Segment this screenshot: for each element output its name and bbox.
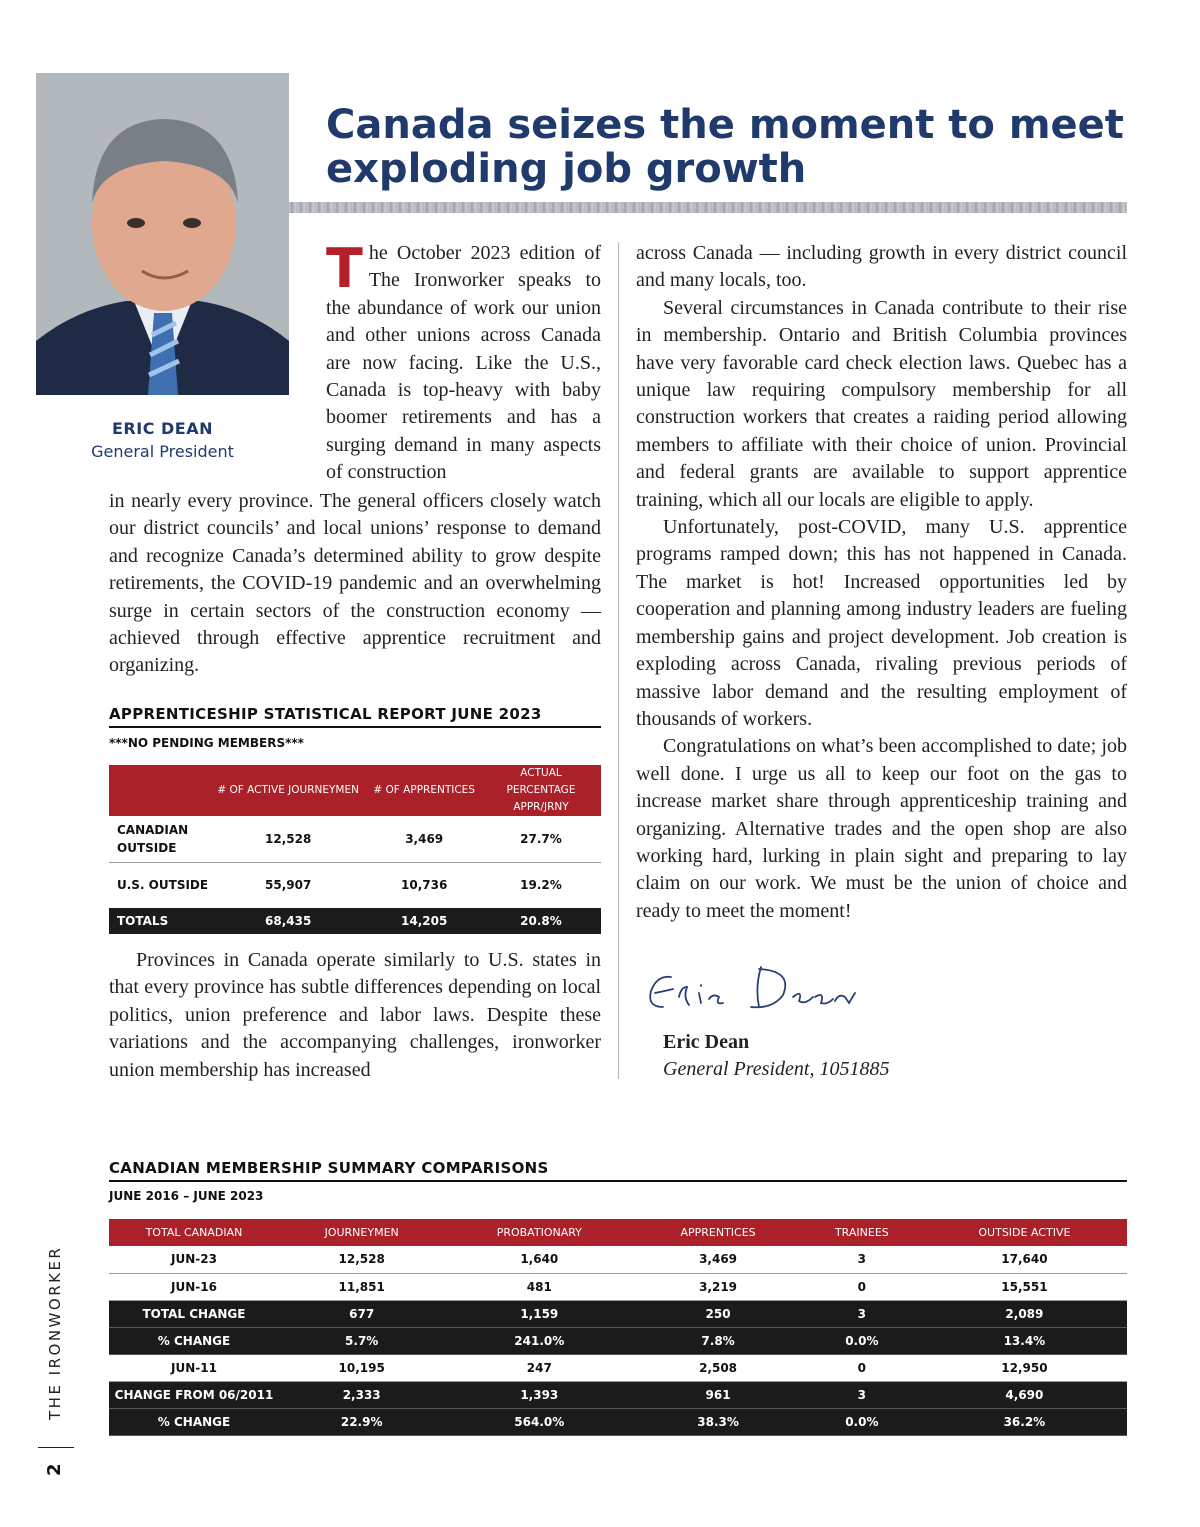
table-cell: 55,907 xyxy=(265,878,312,893)
body-paragraph: Unfortunately, post-COVID, many U.S. apprentice programs ramped down; this has not happened in Canada. The market is hot! Increased opportunities led by cooperation and planning among industry leaders are fueling membership gains and project development. Job creation is exploding across Canada, rivaling previous periods of massive labor demand and the resulting employment of thousands of workers. xyxy=(636,516,1127,730)
apprenticeship-report-title: APPRENTICESHIP STATISTICAL REPORT JUNE 2023 xyxy=(109,705,601,728)
signature-title: General President, 1051885 xyxy=(663,1058,890,1080)
table-header: # OF APPRENTICES xyxy=(367,765,481,816)
table-cell: 677 xyxy=(279,1300,444,1327)
table-cell: 17,640 xyxy=(922,1246,1127,1273)
portrait-illustration xyxy=(36,73,289,395)
table-row xyxy=(109,1246,1127,1273)
table-cell: 481 xyxy=(444,1273,634,1300)
table-cell: 22.9% xyxy=(279,1408,444,1435)
table-cell: 0.0% xyxy=(802,1408,922,1435)
table-cell: 12,528 xyxy=(279,1246,444,1273)
table-cell: 1,159 xyxy=(444,1300,634,1327)
row-label: JUN-11 xyxy=(109,1354,279,1381)
table-cell: 3 xyxy=(802,1246,922,1273)
table-cell: 250 xyxy=(634,1300,802,1327)
table-row xyxy=(109,862,601,908)
table-cell: 0 xyxy=(802,1354,922,1381)
row-label: % CHANGE xyxy=(109,1408,279,1435)
table-cell: 1,393 xyxy=(444,1381,634,1408)
intro-wrapped-text: he October 2023 edition of The Ironworker speaks to the abundance of work our union and other unions across Canada are now facing. Like the U.S., Canada is top-heavy with baby boomer retirements and has a surging demand in many aspects of construction xyxy=(326,242,601,484)
column-divider xyxy=(618,242,619,1079)
table-cell: 0.0% xyxy=(802,1327,922,1354)
body-paragraph: Several circumstances in Canada contribute to their rise in membership. Ontario and British Columbia provinces have very favorable card check election laws. Quebec has a unique law requiring compulsory membership for all construction workers that creates a raiding period allowing members to affiliate with their choice of union. Provincial and federal grants are available to support apprentice training, which all our locals are eligible to apply. xyxy=(636,296,1127,511)
table-cell: 4,690 xyxy=(922,1381,1127,1408)
table-cell: 11,851 xyxy=(279,1273,444,1300)
table-cell: 38.3% xyxy=(634,1408,802,1435)
page-number: 2 xyxy=(44,1463,65,1476)
body-paragraph: Provinces in Canada operate similarly to U.S. states in that every province has subtle differences depending on local politics, union preference and labor laws. Despite these variations and the accompanying challenges, ironworker union membership has increased xyxy=(109,949,601,1081)
totals-row xyxy=(109,908,601,934)
row-label: TOTALS xyxy=(109,908,209,934)
table-cell: 2,089 xyxy=(922,1300,1127,1327)
table-cell: 7.8% xyxy=(634,1327,802,1354)
table-cell: 1,640 xyxy=(444,1246,634,1273)
table-row xyxy=(109,1354,1127,1381)
apprenticeship-report-note: ***NO PENDING MEMBERS*** xyxy=(109,736,304,750)
table-header: TOTAL CANADIAN xyxy=(109,1219,279,1246)
table-cell: 3 xyxy=(802,1300,922,1327)
publication-label: THE IRONWORKER xyxy=(46,1245,64,1420)
table-cell: 15,551 xyxy=(922,1273,1127,1300)
table-row xyxy=(109,1408,1127,1435)
table-header: APPRENTICES xyxy=(634,1219,802,1246)
table-row xyxy=(109,1273,1127,1300)
row-label: U.S. OUTSIDE xyxy=(117,878,209,893)
row-label: JUN-23 xyxy=(109,1246,279,1273)
author-portrait xyxy=(36,73,289,395)
table-cell: 5.7% xyxy=(279,1327,444,1354)
table-cell: 12,528 xyxy=(209,816,367,862)
body-paragraph: Congratulations on what’s been accomplished to date; job well done. I urge us all to keep our foot on the gas to increase market share through apprenticeship training and organizing. Alternative trades and the open shop are also working hard, lurking in plain sight and preparing to lay claim on our work. We must be the union of choice and ready to meet the moment! xyxy=(636,735,1127,922)
table-cell: 14,205 xyxy=(367,908,481,934)
table-header: TRAINEES xyxy=(802,1219,922,1246)
intro-paragraph-top xyxy=(326,237,601,487)
body-paragraph: across Canada — including growth in every district council and many locals, too. xyxy=(636,242,1127,292)
apprenticeship-table xyxy=(109,765,601,934)
table-row xyxy=(109,816,601,862)
table-cell: 3,219 xyxy=(634,1273,802,1300)
intro-paragraph-bottom: in nearly every province. The general officers closely watch our district councils’ and local unions’ response to demand and recognize Canada’s determined ability to grow despite retirements, the COVID-19 pandemic and an overwhelming surge in certain sectors of the construction economy — achieved through effective apprentice recruitment and organizing. xyxy=(109,490,601,677)
right-column xyxy=(636,240,1127,925)
table-cell: 3,469 xyxy=(367,816,481,862)
headline-rule xyxy=(289,202,1127,213)
author-name: ERIC DEAN xyxy=(112,419,213,438)
author-title: General President xyxy=(91,442,234,461)
table-cell: 27.7% xyxy=(481,816,601,862)
table-cell: 68,435 xyxy=(209,908,367,934)
table-cell: 19.2% xyxy=(520,878,562,893)
table-header-row xyxy=(109,1219,1127,1246)
table-cell: 20.8% xyxy=(481,908,601,934)
table-cell: 3 xyxy=(802,1381,922,1408)
handwritten-signature xyxy=(643,957,863,1019)
table-cell: 0 xyxy=(802,1273,922,1300)
table-header: ACTUAL PERCENTAGE APPR/JRNY xyxy=(481,765,601,816)
table-cell: 36.2% xyxy=(922,1408,1127,1435)
table-cell: 564.0% xyxy=(444,1408,634,1435)
table-row xyxy=(109,1327,1127,1354)
table-header-row xyxy=(109,765,601,816)
table-cell: 961 xyxy=(634,1381,802,1408)
table-cell: 12,950 xyxy=(922,1354,1127,1381)
table-header: OUTSIDE ACTIVE xyxy=(922,1219,1127,1246)
table-header: # OF ACTIVE JOURNEYMEN xyxy=(209,765,367,816)
row-label: TOTAL CHANGE xyxy=(109,1300,279,1327)
table-cell: 13.4% xyxy=(922,1327,1127,1354)
table-cell: 10,195 xyxy=(279,1354,444,1381)
provinces-paragraph xyxy=(109,947,601,1084)
membership-table xyxy=(109,1219,1127,1436)
table-cell: 10,736 xyxy=(401,878,448,893)
row-label: % CHANGE xyxy=(109,1327,279,1354)
table-header: PROBATIONARY xyxy=(444,1219,634,1246)
table-cell: 247 xyxy=(444,1354,634,1381)
table-row xyxy=(109,1381,1127,1408)
table-header: JOURNEYMEN xyxy=(279,1219,444,1246)
membership-summary-subtitle: JUNE 2016 – JUNE 2023 xyxy=(109,1189,264,1203)
signature-name: Eric Dean xyxy=(663,1031,750,1053)
drop-cap: T xyxy=(326,237,363,300)
table-cell: 241.0% xyxy=(444,1327,634,1354)
article-headline: Canada seizes the moment to meet exploding job growth xyxy=(326,102,1124,192)
table-row xyxy=(109,1300,1127,1327)
row-label: CANADIAN OUTSIDE xyxy=(109,816,209,862)
table-header xyxy=(109,765,209,816)
table-cell: 2,508 xyxy=(634,1354,802,1381)
footer-rule xyxy=(38,1447,74,1448)
table-cell: 3,469 xyxy=(634,1246,802,1273)
membership-summary-title: CANADIAN MEMBERSHIP SUMMARY COMPARISONS xyxy=(109,1159,1127,1182)
table-cell: 2,333 xyxy=(279,1381,444,1408)
row-label: CHANGE FROM 06/2011 xyxy=(109,1381,279,1408)
row-label: JUN-16 xyxy=(109,1273,279,1300)
